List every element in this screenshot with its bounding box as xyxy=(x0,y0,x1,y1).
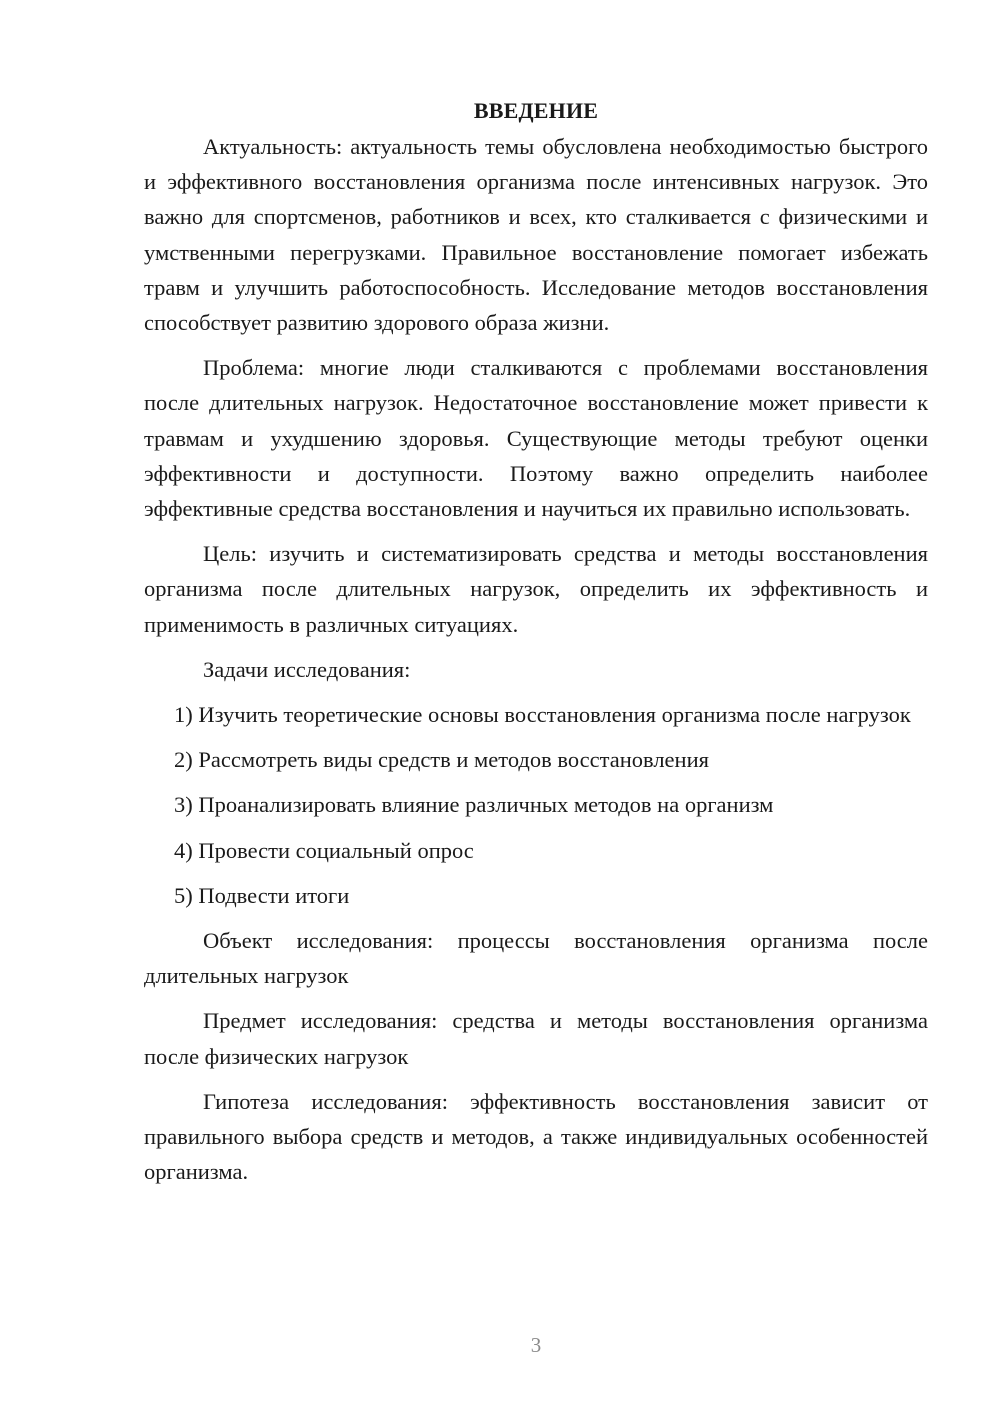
object-paragraph: Объект исследования: процессы восстановления организма после длительных нагрузок xyxy=(144,928,928,989)
task-item-3: 3) Проанализировать влияние различных методов на организм xyxy=(174,792,774,818)
relevance-paragraph: Актуальность: актуальность темы обусловлена необходимостью быстрого и эффективного восстановления организма после интенсивных нагрузок. Это важно для спортсменов, работников и всех, кто сталкивается с физическими и умственными перегрузками. Правильное восстановление помогает избежать травм и улучшить работоспособность. Исследование методов восстановления способствует развитию здорового образа жизни. xyxy=(144,134,928,336)
tasks-heading: Задачи исследования: xyxy=(203,656,411,682)
task-item-4: 4) Провести социальный опрос xyxy=(174,837,474,863)
page-title: ВВЕДЕНИЕ xyxy=(473,98,599,123)
task-item-5: 5) Подвести итоги xyxy=(174,882,350,908)
hypothesis-paragraph: Гипотеза исследования: эффективность восстановления зависит от правильного выбора средств и методов, а также индивидуальных особенностей организма. xyxy=(144,1088,928,1185)
task-item-1: 1) Изучить теоретические основы восстановления организма после нагрузок xyxy=(174,702,911,728)
task-item-2: 2) Рассмотреть виды средств и методов восстановления xyxy=(174,747,709,773)
page-number: 3 xyxy=(530,1333,542,1357)
document-page xyxy=(144,94,928,1199)
problem-paragraph: Проблема: многие люди сталкиваются с проблемами восстановления после длительных нагрузок. Недостаточное восстановление может привести к травмам и ухудшению здоровья. Существующие методы требуют оценки эффективности и доступности. Поэтому важно определить наиболее эффективные средства восстановления и научиться их правильно использовать. xyxy=(144,355,928,522)
subject-paragraph: Предмет исследования: средства и методы восстановления организма после физических нагрузок xyxy=(144,1008,928,1069)
goal-paragraph: Цель: изучить и систематизировать средства и методы восстановления организма после длительных нагрузок, определить их эффективность и применимость в различных ситуациях. xyxy=(144,541,928,637)
